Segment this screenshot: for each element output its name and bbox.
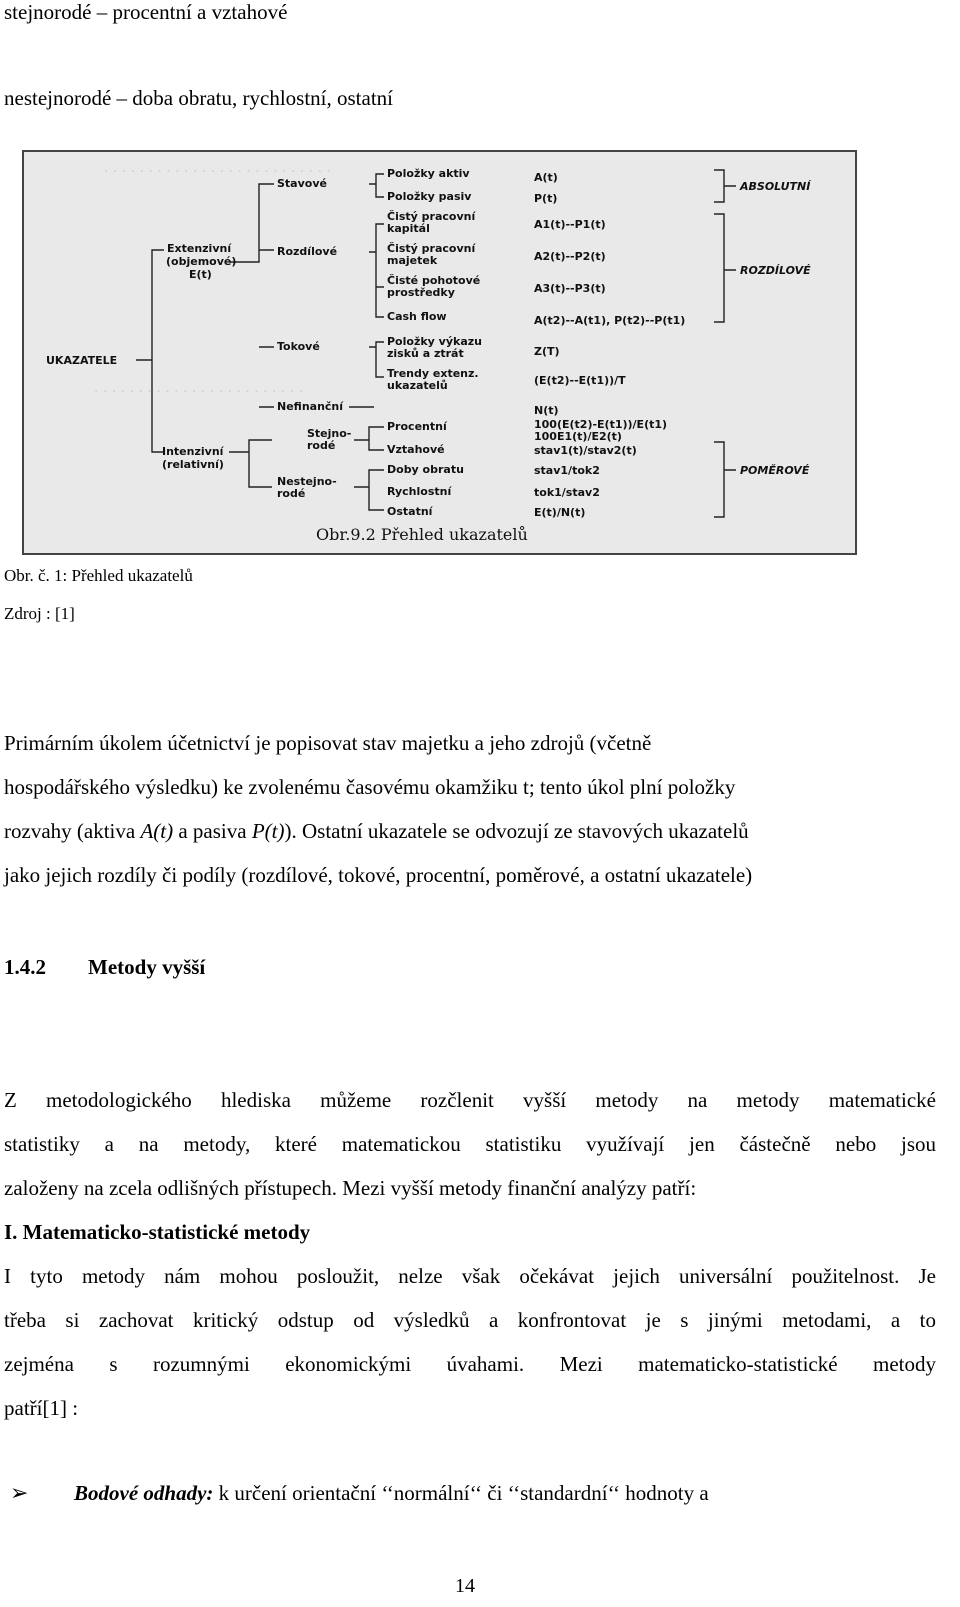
category-absolutni: ABSOLUTNÍ <box>740 180 811 193</box>
indicator-tree-diagram <box>24 152 855 553</box>
formula: A2(t)--P2(t) <box>534 250 606 263</box>
paragraph-methods <box>4 1078 936 1430</box>
formula: 100E1(t)/E2(t) <box>534 430 622 443</box>
item-rychlostni: Rychlostní <box>387 485 452 498</box>
item-vzz-2: zisků a ztrát <box>387 347 464 360</box>
group-nestejnorode: Nestejno- <box>277 475 337 488</box>
group-stejnorode-2: rodé <box>307 439 336 452</box>
item-cpk: Čistý pracovní <box>387 210 476 223</box>
formula: N(t) <box>534 404 559 417</box>
item-aktiv: Položky aktiv <box>387 167 470 180</box>
intensive-label: Intenzivní <box>162 445 224 458</box>
figure-source: Zdroj : [1] <box>4 604 75 623</box>
text-line: stejnorodé – procentní a vztahové <box>4 0 288 24</box>
figure-inner-caption: Obr.9.2 Přehled ukazatelů <box>316 525 528 544</box>
group-stejnorode: Stejno- <box>307 427 352 440</box>
formula: 100(E(t2)-E(t1))/E(t1) <box>534 418 668 431</box>
formula: A(t2)--A(t1), P(t2)--P(t1) <box>534 314 686 327</box>
bleed-through-text: . . . . . . . . . . . . . . . . . . . . . . . . . . <box>104 160 331 176</box>
intensive-sub: (relativní) <box>162 458 224 471</box>
bleed-through-text: . . . . . . . . . . . . . . . . . . . . . . . . <box>94 380 304 396</box>
group-tokove: Tokové <box>277 340 320 353</box>
group-nestejnorode-2: rodé <box>277 487 306 500</box>
paragraph-intro <box>4 721 936 897</box>
text-line: nestejnorodé – doba obratu, rychlostní, ostatní <box>4 86 394 110</box>
figure-indicator-overview <box>22 150 857 555</box>
bullet-text: k určení orientační ‘‘normální‘‘ či ‘‘standardní‘‘ hodnoty a <box>213 1481 709 1505</box>
extensive-symbol: E(t) <box>189 268 212 281</box>
section-number: 1.4.2 <box>4 955 46 979</box>
formula: A3(t)--P3(t) <box>534 282 606 295</box>
formula: P(t) <box>534 192 558 205</box>
item-cpm: Čistý pracovní <box>387 242 476 255</box>
extensive-label: Extenzivní <box>167 242 232 255</box>
page-number: 14 <box>455 1575 475 1597</box>
section-heading <box>4 955 205 980</box>
item-procentni: Procentní <box>387 420 447 433</box>
item-trendy-2: ukazatelů <box>387 379 448 392</box>
paragraph-line: třeba si zachovat kritický odstup od výsledků a konfrontovat je s jinými metodami, a to <box>4 1308 936 1332</box>
paragraph-line: hospodářského výsledku) ke zvolenému časovému okamžiku t; tento úkol plní položky <box>4 775 736 799</box>
group-stavove: Stavové <box>277 177 327 190</box>
bullet-item <box>10 1480 709 1506</box>
paragraph-line: zejména s rozumnými ekonomickými úvahami. Mezi matematicko-statistické metody <box>4 1352 936 1376</box>
category-pomerove: POMĚROVÉ <box>740 464 810 477</box>
root-label: UKAZATELE <box>46 354 118 367</box>
formula: (E(t2)--E(t1))/T <box>534 374 626 387</box>
item-cpk-2: kapitál <box>387 222 430 235</box>
formula: Z(T) <box>534 345 560 358</box>
group-rozdilove: Rozdílové <box>277 245 338 258</box>
paragraph-line: Z metodologického hlediska můžeme rozčlenit vyšší metody na metody matematické <box>4 1088 936 1112</box>
item-cash: Cash flow <box>387 310 447 323</box>
item-ostatni: Ostatní <box>387 505 433 518</box>
formula: stav1/tok2 <box>534 464 600 477</box>
item-vztahove: Vztahové <box>387 443 445 456</box>
extensive-sub: (objemové) <box>166 255 237 268</box>
paragraph-line: založeny na zcela odlišných přístupech. Mezi vyšší metody finanční analýzy patří: <box>4 1176 697 1200</box>
paragraph-line: patří[1] : <box>4 1396 79 1420</box>
item-cpp-2: prostředky <box>387 286 455 299</box>
item-doby: Doby obratu <box>387 463 464 476</box>
figure-caption: Obr. č. 1: Přehled ukazatelů <box>4 566 193 585</box>
item-vzz: Položky výkazu <box>387 335 482 348</box>
formula: tok1/stav2 <box>534 486 600 499</box>
paragraph-line: Primárním úkolem účetnictví je popisovat stav majetku a jeho zdrojů (včetně <box>4 731 652 755</box>
formula: A1(t)--P1(t) <box>534 218 606 231</box>
section-title: Metody vyšší <box>88 955 206 979</box>
paragraph-line: I tyto metody nám mohou posloužit, nelze však očekávat jejich universální použitelnost. Je <box>4 1264 936 1288</box>
paragraph-line: jako jejich rozdíly či podíly (rozdílové, tokové, procentní, poměrové, a ostatní ukazatele) <box>4 863 753 887</box>
group-nefinancni: Nefinanční <box>277 400 344 413</box>
item-pasiv: Položky pasiv <box>387 190 472 203</box>
paragraph-line: rozvahy (aktiva A(t) a pasiva P(t)). Ostatní ukazatele se odvozují ze stavových ukazatelů <box>4 819 749 843</box>
item-trendy: Trendy extenz. <box>387 367 479 380</box>
paragraph-line: statistiky a na metody, které matematickou statistiku využívají jen částečně nebo jsou <box>4 1132 936 1156</box>
bullet-arrow-icon: ➢ <box>10 1480 29 1505</box>
bullet-term: Bodové odhady: <box>74 1481 214 1505</box>
category-rozdilove: ROZDÍLOVÉ <box>740 264 811 277</box>
formula: A(t) <box>534 171 558 184</box>
item-cpm-2: majetek <box>387 254 438 267</box>
formula: E(t)/N(t) <box>534 506 586 519</box>
subheading: I. Matematicko-statistické metody <box>4 1220 311 1244</box>
item-cpp: Čisté pohotové <box>387 274 481 287</box>
formula: stav1(t)/stav2(t) <box>534 444 637 457</box>
